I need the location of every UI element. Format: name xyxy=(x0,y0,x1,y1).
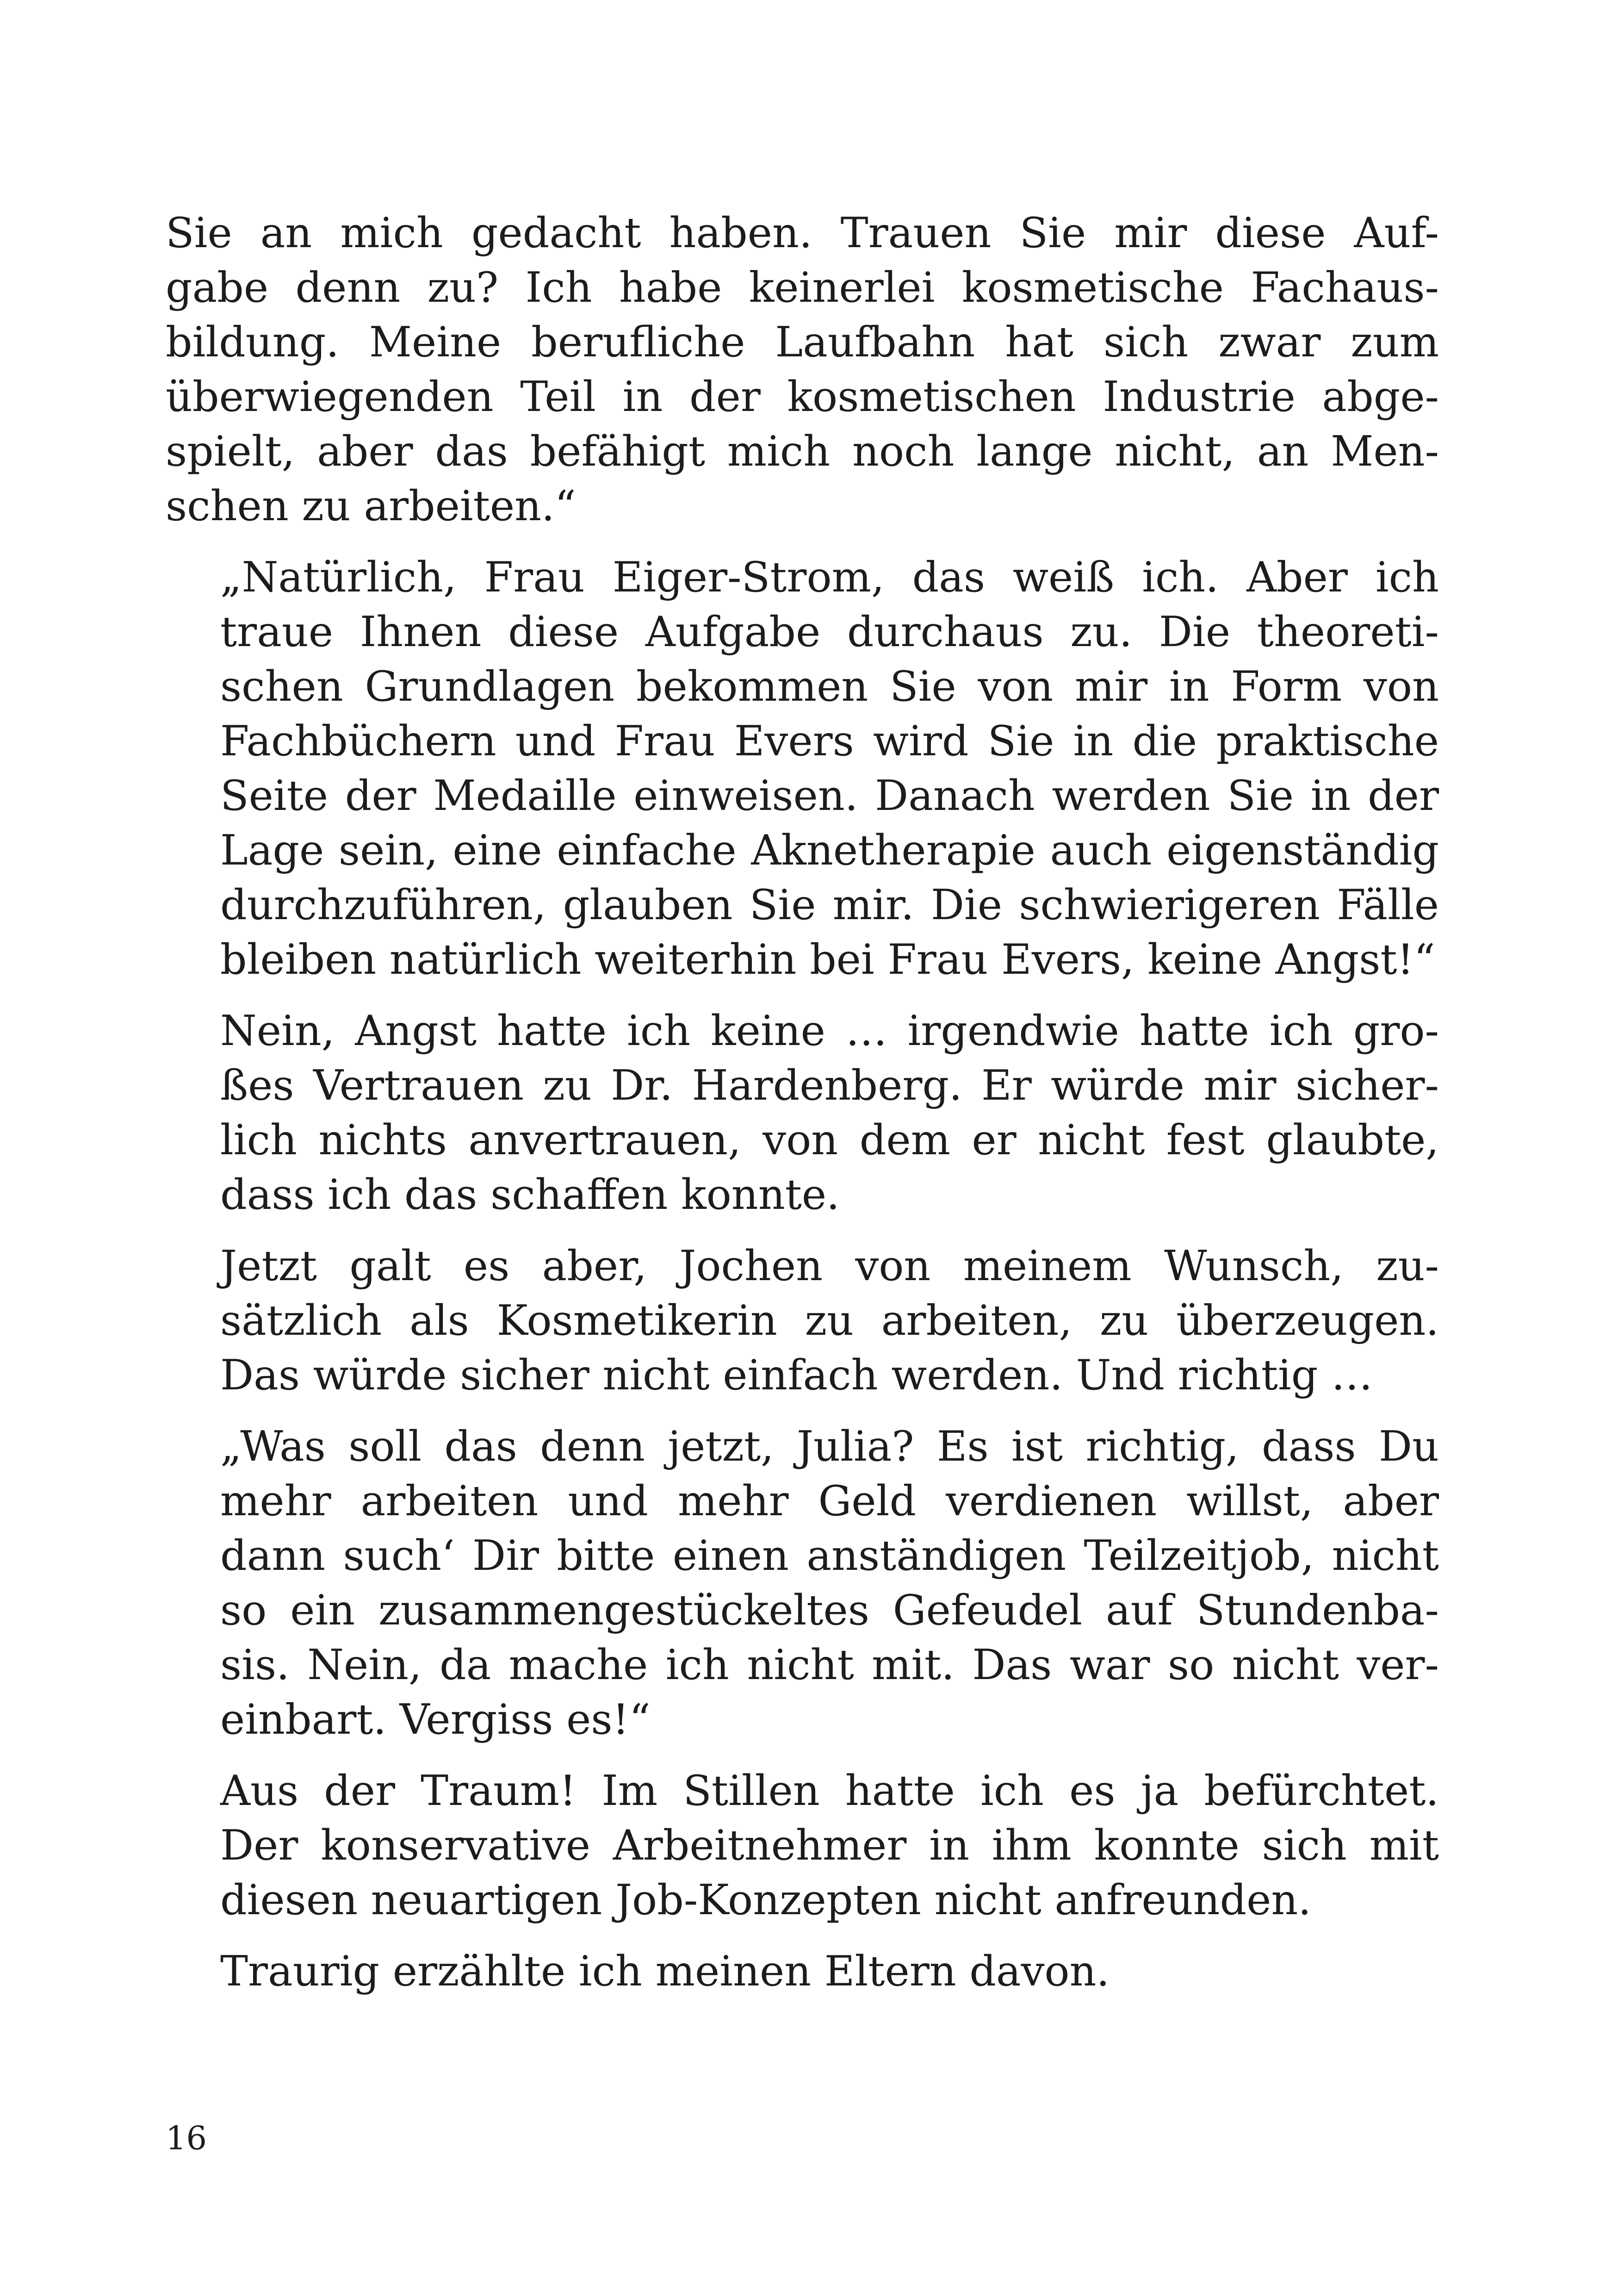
text-line: Aus der Traum! Im Stillen hatte ich es ja befürchtet. xyxy=(220,1767,1439,1815)
text-line: durchzuführen, glauben Sie mir. Die schwierigeren Fälle xyxy=(220,881,1439,929)
text-line: ßes Vertrauen zu Dr. Hardenberg. Er würde mir sicher- xyxy=(220,1061,1439,1110)
text-line: gabe denn zu? Ich habe keinerlei kosmetische Fachaus- xyxy=(166,263,1439,312)
text-line: sis. Nein, da mache ich nicht mit. Das war so nicht ver- xyxy=(220,1641,1439,1689)
text-line: Traurig erzählte ich meinen Eltern davon. xyxy=(220,1947,1110,1996)
text-line: traue Ihnen diese Aufgabe durchaus zu. Die theoreti- xyxy=(220,608,1439,656)
text-line: einbart. Vergiss es!“ xyxy=(220,1695,651,1744)
text-line: so ein zusammengestückeltes Gefeudel auf Stundenba- xyxy=(220,1586,1439,1635)
text-line: Der konservative Arbeitnehmer in ihm konnte sich mit xyxy=(220,1821,1439,1870)
paragraph xyxy=(166,1004,1439,1222)
text-line: Nein, Angst hatte ich keine … irgendwie hatte ich gro- xyxy=(220,1007,1439,1055)
text-line: schen Grundlagen bekommen Sie von mir in Form von xyxy=(220,662,1439,711)
text-line: sätzlich als Kosmetikerin zu arbeiten, zu überzeugen. xyxy=(220,1296,1439,1345)
text-line: diesen neuartigen Job-Konzepten nicht anfreunden. xyxy=(220,1876,1311,1924)
page-number: 16 xyxy=(166,2119,207,2157)
text-line: Sie an mich gedacht haben. Trauen Sie mir diese Auf- xyxy=(166,209,1439,257)
text-line: mehr arbeiten und mehr Geld verdienen willst, aber xyxy=(220,1477,1439,1525)
paragraph xyxy=(166,206,1439,534)
paragraph xyxy=(166,1239,1439,1403)
text-line: dann such‘ Dir bitte einen anständigen Teilzeitjob, nicht xyxy=(220,1531,1439,1580)
text-line: Lage sein, eine einfache Aknetherapie auch eigenständig xyxy=(220,826,1439,875)
body-text xyxy=(166,206,1439,2016)
text-line: dass ich das schaffen konnte. xyxy=(220,1170,840,1219)
text-line: Fachbüchern und Frau Evers wird Sie in die praktische xyxy=(220,717,1439,765)
text-line: Seite der Medaille einweisen. Danach werden Sie in der xyxy=(220,772,1439,820)
text-line: schen zu arbeiten.“ xyxy=(166,482,576,530)
text-line: Das würde sicher nicht einfach werden. Und richtig … xyxy=(220,1351,1373,1400)
paragraph xyxy=(166,550,1439,987)
text-line: lich nichts anvertrauen, von dem er nicht fest glaubte, xyxy=(220,1116,1439,1164)
text-line: spielt, aber das befähigt mich noch lange nicht, an Men- xyxy=(166,427,1439,476)
text-line: bildung. Meine berufliche Laufbahn hat sich zwar zum xyxy=(166,318,1439,367)
text-line: Jetzt galt es aber, Jochen von meinem Wunsch, zu- xyxy=(220,1242,1439,1290)
paragraph xyxy=(166,1944,1439,1999)
text-line: überwiegenden Teil in der kosmetischen Industrie abge- xyxy=(166,373,1439,421)
paragraph xyxy=(166,1419,1439,1747)
paragraph xyxy=(166,1764,1439,1928)
text-line: bleiben natürlich weiterhin bei Frau Evers, keine Angst!“ xyxy=(220,935,1435,984)
text-line: „Was soll das denn jetzt, Julia? Es ist richtig, dass Du xyxy=(220,1422,1439,1471)
text-line: „Natürlich, Frau Eiger-Strom, das weiß ich. Aber ich xyxy=(220,553,1439,602)
